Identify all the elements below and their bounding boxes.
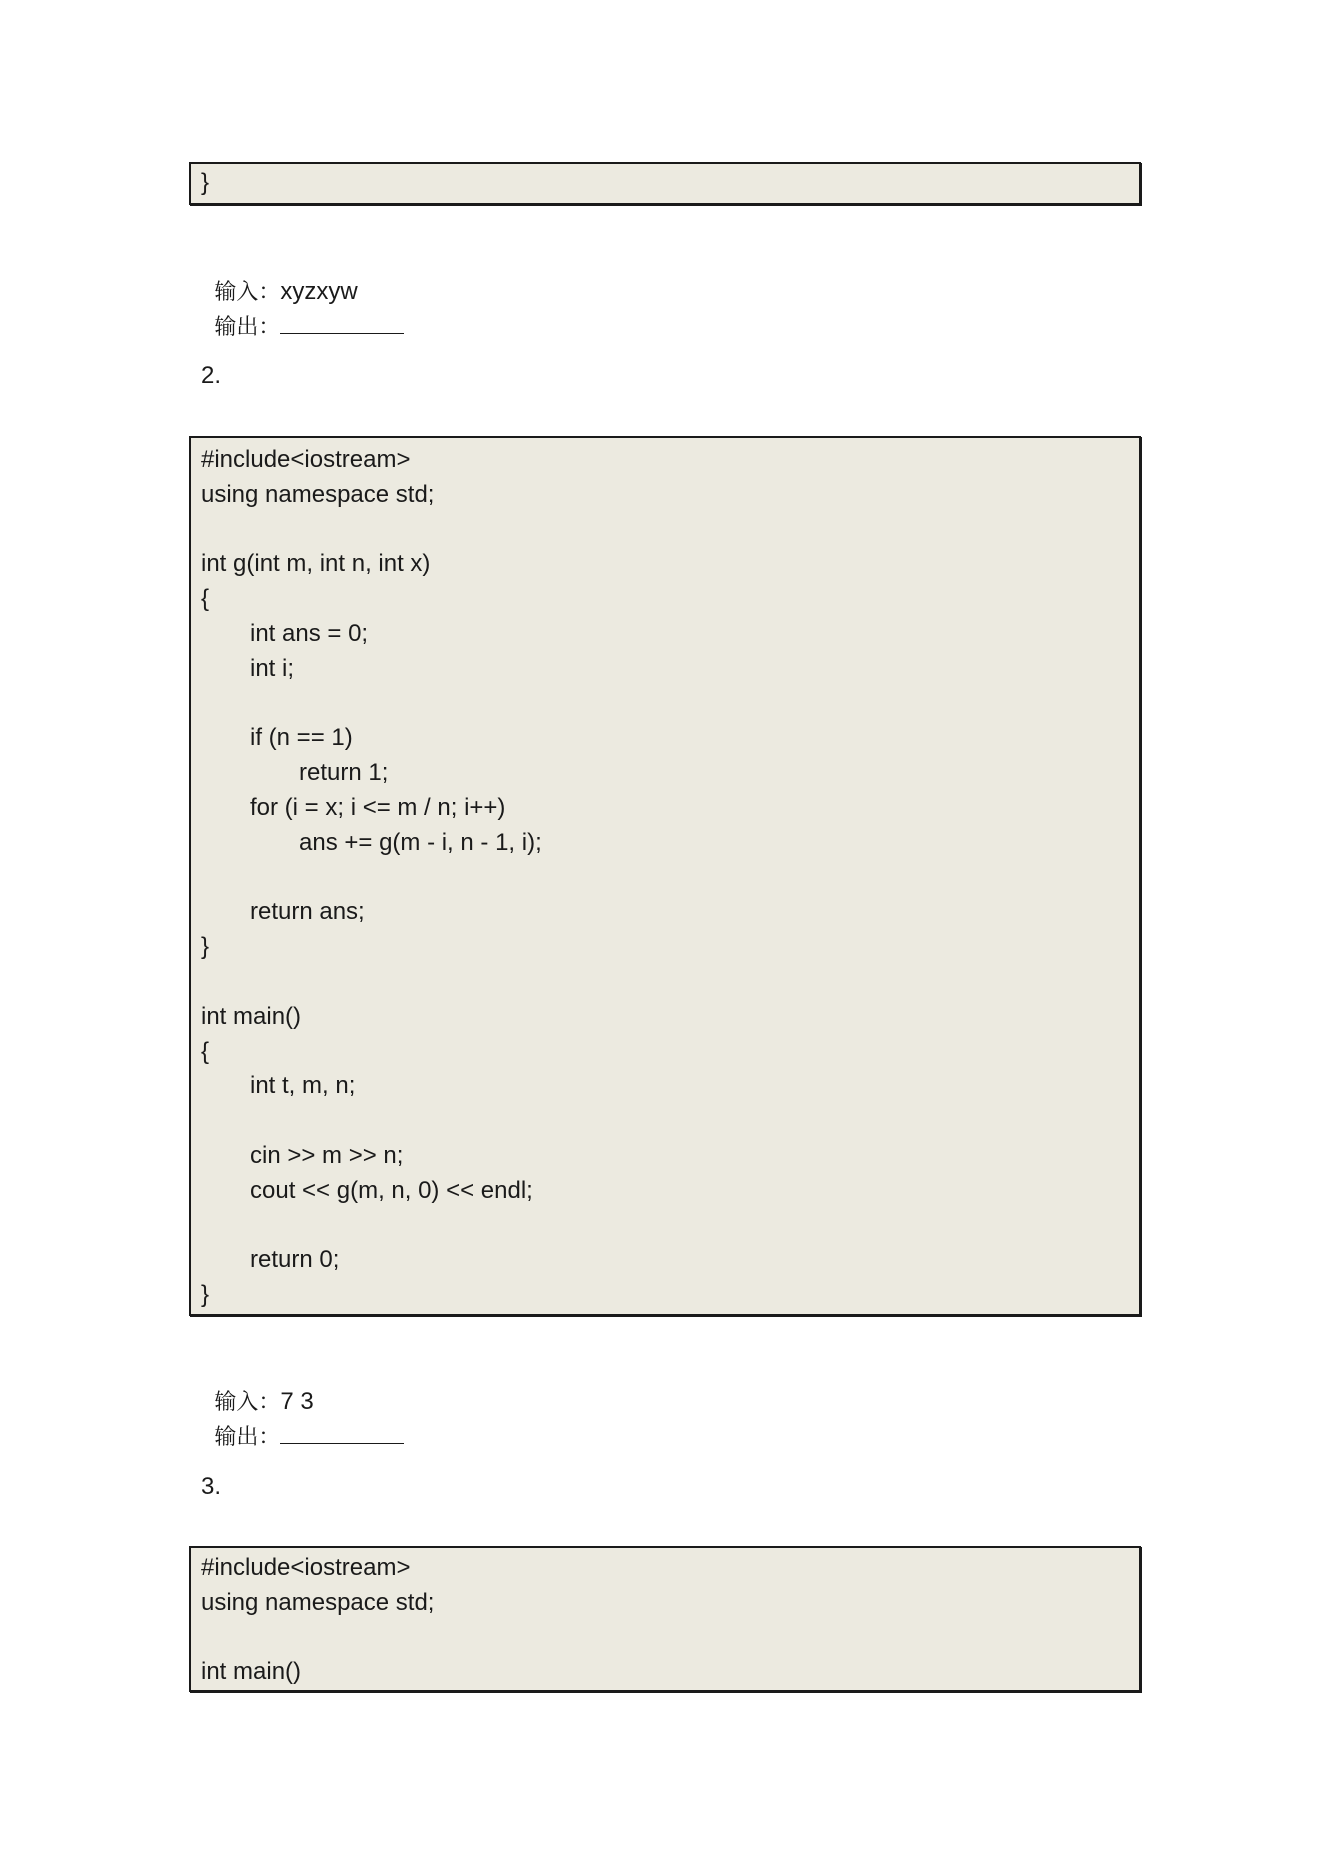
code-line: if (n == 1): [250, 724, 353, 752]
code-line: int t, m, n;: [250, 1072, 356, 1100]
q1-input-line: [201, 239, 358, 305]
code-line: return ans;: [250, 898, 365, 926]
code-line: return 1;: [299, 759, 389, 787]
input-value: 7 3: [280, 1388, 314, 1415]
code-line: [201, 1209, 1139, 1244]
code-line: #include<iostream>: [201, 446, 411, 473]
code-block-3: [189, 1546, 1141, 1692]
input-value: xyzxyw: [280, 278, 358, 305]
code-line: return 0;: [250, 1246, 340, 1274]
code-line: #include<iostream>: [201, 1554, 411, 1581]
code-line: int i;: [250, 654, 295, 682]
code-line: [201, 1104, 1139, 1139]
code-line: using namespace std;: [201, 480, 435, 508]
q2-input-line: [201, 1349, 314, 1415]
code-line: {: [201, 585, 210, 613]
code-block-2: [189, 436, 1141, 1316]
code-line: ans += g(m - i, n - 1, i);: [299, 828, 542, 856]
answer-blank[interactable]: [280, 311, 404, 334]
code-line: }: [201, 1281, 210, 1309]
question-number: 3.: [201, 1473, 222, 1500]
code-line: int main(): [201, 1002, 302, 1030]
code-line: using namespace std;: [201, 1588, 435, 1616]
code-line: [201, 1621, 1139, 1656]
code-line: int g(int m, int n, int x): [201, 550, 431, 578]
code-line: int ans = 0;: [250, 619, 369, 647]
answer-blank[interactable]: [280, 1421, 404, 1444]
code-line: [201, 965, 1139, 1000]
question-number: 2.: [201, 362, 222, 389]
code-line: cout << g(m, n, 0) << endl;: [250, 1176, 533, 1204]
code-line: [201, 861, 1139, 896]
code-line: [201, 513, 1139, 548]
input-label: 输入：: [214, 280, 281, 305]
code-line: for (i = x; i <= m / n; i++): [250, 793, 506, 821]
output-label: 输出：: [214, 1425, 281, 1450]
code-line: }: [201, 169, 210, 196]
q2-output-line: [201, 1384, 404, 1450]
code-line: [201, 687, 1139, 722]
code-line: int main(): [201, 1658, 302, 1686]
output-label: 输出：: [214, 315, 281, 340]
code-line: }: [201, 933, 210, 961]
code-line: cin >> m >> n;: [250, 1141, 404, 1169]
q1-output-line: [201, 274, 404, 340]
code-line: {: [201, 1037, 210, 1065]
code-block-1: [189, 162, 1141, 205]
input-label: 输入：: [214, 1390, 281, 1415]
